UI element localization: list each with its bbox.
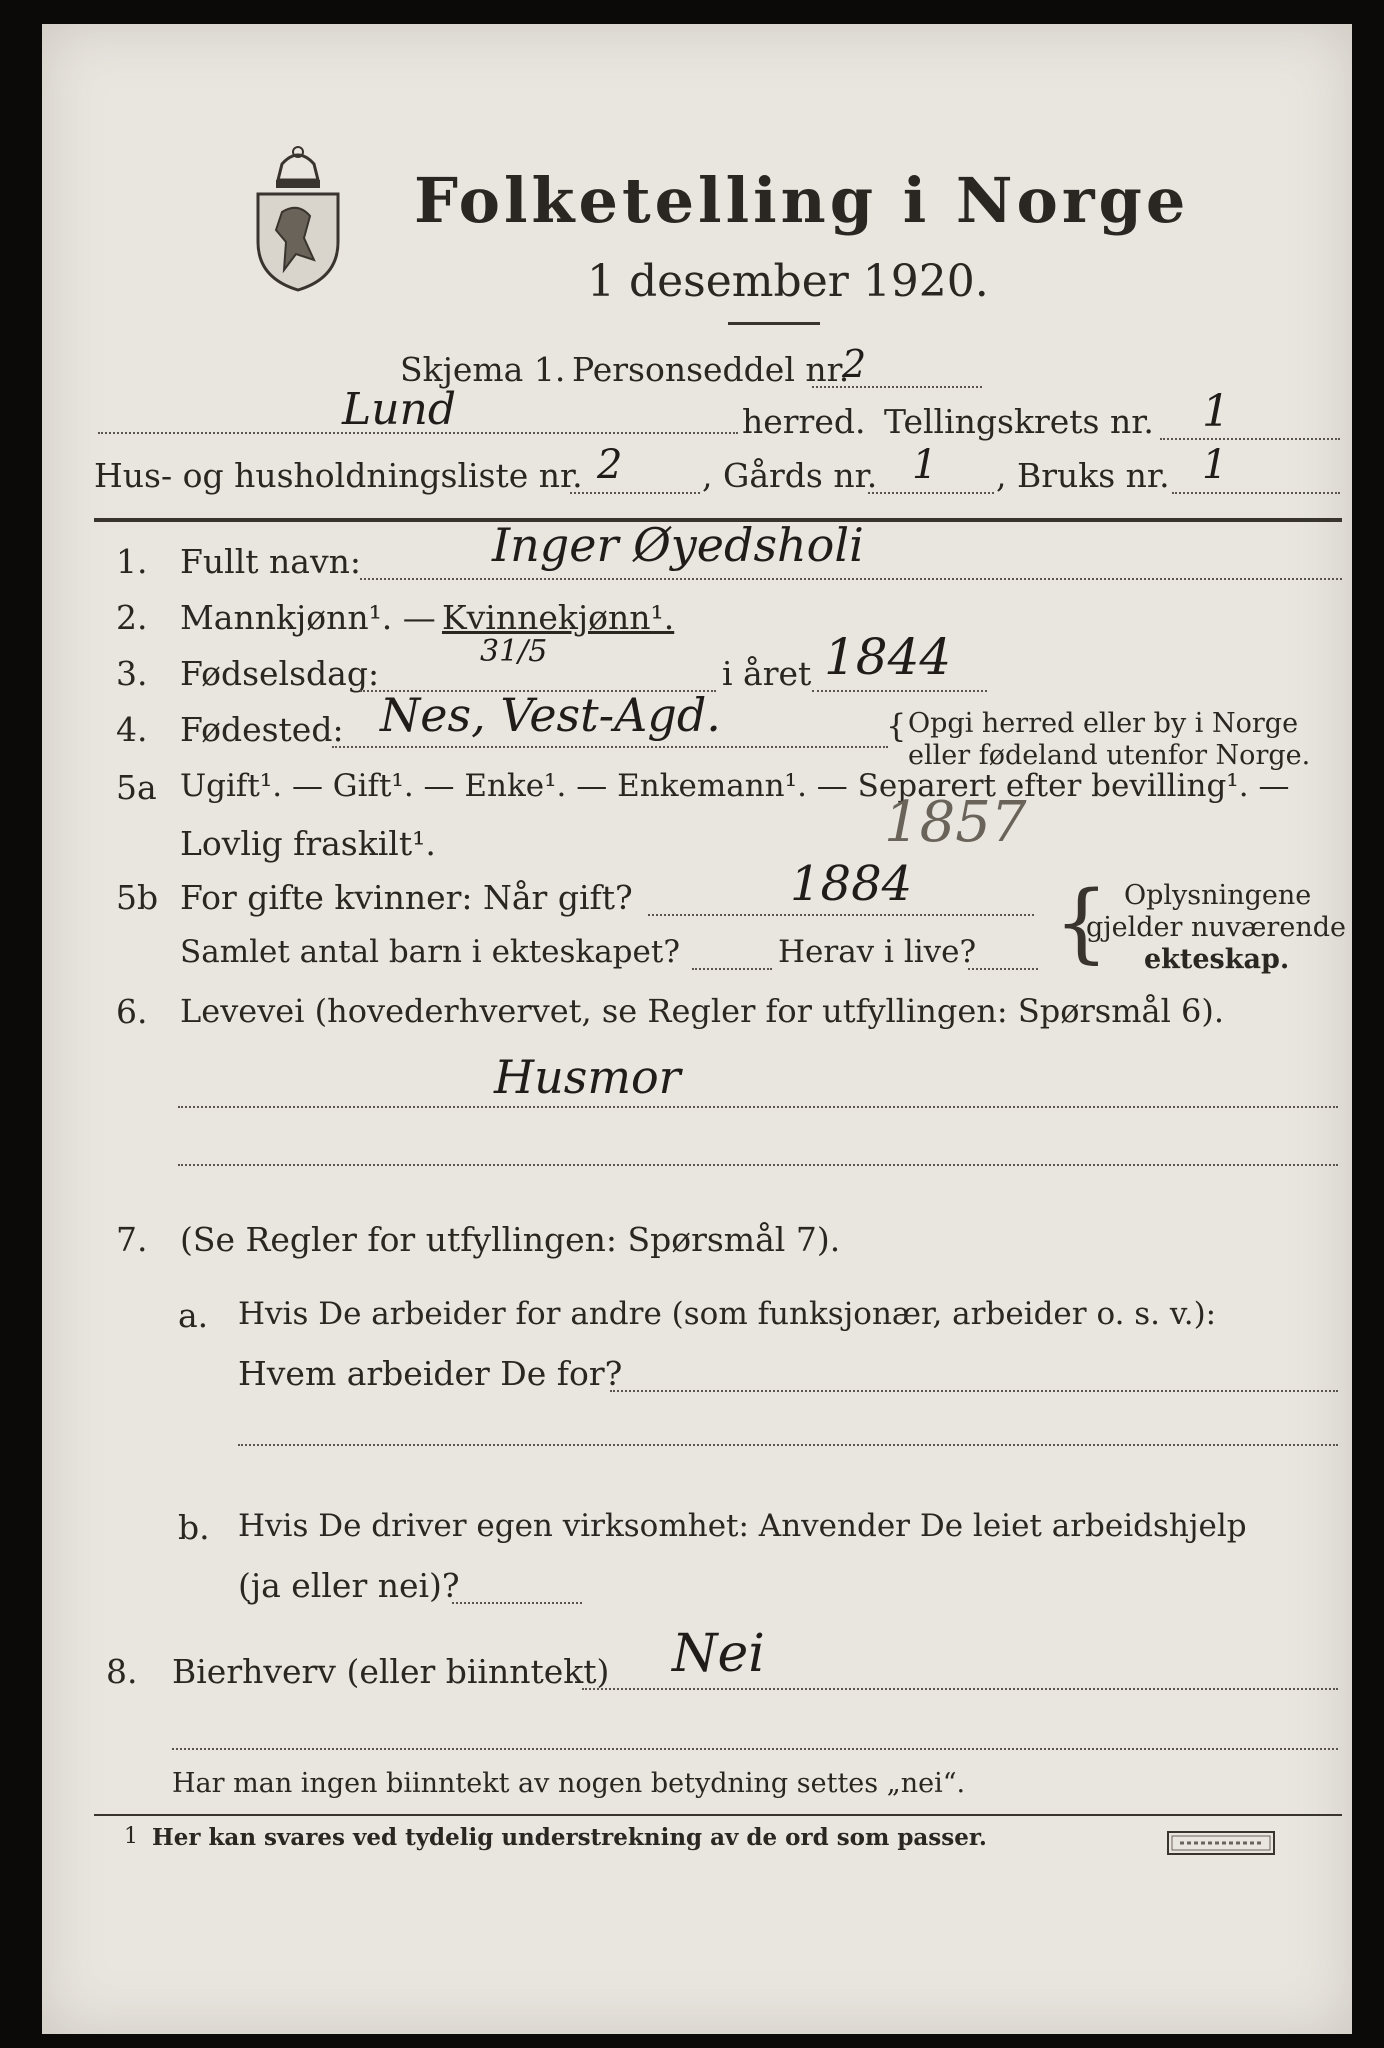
q6-value: Husmor bbox=[494, 1050, 681, 1104]
q7b-line bbox=[452, 1602, 582, 1604]
form-title: Folketelling i Norge bbox=[414, 164, 1190, 237]
printer-stamp-icon bbox=[1166, 1830, 1276, 1856]
q4-value: Nes, Vest-Agd. bbox=[380, 688, 721, 742]
personseddel-value: 2 bbox=[842, 342, 867, 386]
tellingskrets-label: Tellingskrets nr. bbox=[884, 402, 1154, 441]
q5a-annotation: 1857 bbox=[884, 790, 1027, 855]
census-date: 1 desember 1920. bbox=[587, 256, 989, 307]
q8-line-extra bbox=[172, 1748, 1338, 1750]
q5b-live-label: Herav i live? bbox=[778, 934, 977, 970]
q4-brace: { bbox=[886, 707, 907, 745]
q5a-line2: Lovlig fraskilt¹. bbox=[180, 824, 436, 863]
q7b-letter: b. bbox=[178, 1508, 210, 1547]
husholdning-line bbox=[570, 492, 700, 494]
q2-kvinne: Kvinnekjønn¹. bbox=[442, 598, 675, 637]
q6-label: Levevei (hovederhvervet, se Regler for utfyllingen: Spørsmål 6). bbox=[180, 992, 1225, 1030]
q7a-line2: Hvem arbeider De for? bbox=[238, 1354, 623, 1393]
q7-label: (Se Regler for utfyllingen: Spørsmål 7). bbox=[180, 1220, 841, 1259]
q1-line bbox=[360, 578, 1342, 580]
personseddel-line bbox=[812, 386, 982, 388]
herred-label: herred. bbox=[742, 402, 866, 441]
q7a-letter: a. bbox=[178, 1296, 209, 1335]
q5b-number: 5b bbox=[116, 878, 159, 917]
gards-line bbox=[868, 492, 994, 494]
bruks-label: , Bruks nr. bbox=[996, 456, 1170, 495]
q5b-barn-label: Samlet antal barn i ekteskapet? bbox=[180, 934, 680, 970]
q4-line bbox=[332, 746, 888, 748]
q1-name-value: Inger Øyedsholi bbox=[492, 518, 864, 572]
bruks-value: 1 bbox=[1202, 442, 1228, 488]
q1-number: 1. bbox=[116, 542, 148, 581]
q2-number: 2. bbox=[116, 598, 148, 637]
bruks-line bbox=[1172, 492, 1340, 494]
gards-value: 1 bbox=[912, 442, 938, 488]
q3-number: 3. bbox=[116, 654, 148, 693]
q7b-line2: (ja eller nei)? bbox=[238, 1566, 460, 1605]
q5b-note-line1: Oplysningene bbox=[1124, 880, 1312, 911]
q4-note-line2: eller fødeland utenfor Norge. bbox=[908, 740, 1311, 771]
q3-year-line bbox=[812, 690, 987, 692]
q4-label: Fødested: bbox=[180, 710, 344, 749]
q4-note-line1: Opgi herred eller by i Norge bbox=[908, 708, 1299, 739]
q8-number: 8. bbox=[106, 1652, 138, 1691]
herred-value: Lund bbox=[342, 384, 457, 435]
skjema-label: Skjema 1. bbox=[400, 350, 566, 389]
q6-line2 bbox=[178, 1164, 1338, 1166]
q5b-gift-line bbox=[648, 914, 1034, 916]
gards-label: , Gårds nr. bbox=[702, 456, 878, 495]
q5a-line1: Ugift¹. — Gift¹. — Enke¹. — Enkemann¹. — Separert efter bevilling¹. — bbox=[180, 768, 1290, 804]
q5b-barn-line bbox=[692, 968, 772, 970]
personseddel-label: Personseddel nr. bbox=[572, 350, 850, 389]
footer-note: Har man ingen biinntekt av nogen betydning settes „nei“. bbox=[172, 1768, 966, 1799]
q7-number: 7. bbox=[116, 1220, 148, 1259]
title-divider bbox=[728, 322, 820, 325]
coat-of-arms-icon bbox=[252, 142, 344, 292]
q8-label: Bierhverv (eller biinntekt) bbox=[172, 1652, 610, 1691]
q3-year-label: i året bbox=[722, 654, 812, 693]
q6-number: 6. bbox=[116, 992, 148, 1031]
q7a-line-extra bbox=[238, 1444, 1338, 1446]
q4-number: 4. bbox=[116, 710, 148, 749]
q8-value: Nei bbox=[672, 1624, 765, 1684]
q8-line bbox=[582, 1688, 1338, 1690]
q2-mann: Mannkjønn¹. — bbox=[180, 598, 436, 637]
husholdning-label: Hus- og husholdningsliste nr. bbox=[94, 456, 583, 495]
q3-day-value: 31/5 bbox=[480, 634, 548, 669]
q7b-line1: Hvis De driver egen virksomhet: Anvender De leiet arbeidshjelp bbox=[238, 1508, 1247, 1544]
footnote-text: Her kan svares ved tydelig understrekning av de ord som passer. bbox=[152, 1824, 987, 1851]
q5b-label: For gifte kvinner: Når gift? bbox=[180, 878, 633, 917]
q5b-note-line3: ekteskap. bbox=[1144, 944, 1290, 975]
tellingskrets-value: 1 bbox=[1202, 386, 1230, 437]
q3-year-value: 1844 bbox=[824, 628, 952, 686]
footnote-mark: 1 bbox=[124, 1824, 138, 1849]
husholdning-value: 2 bbox=[597, 442, 623, 488]
q5a-number: 5a bbox=[116, 768, 157, 807]
q5b-brace: { bbox=[1054, 873, 1109, 973]
q1-label: Fullt navn: bbox=[180, 542, 361, 581]
q5b-note-line2: gjelder nuværende bbox=[1086, 912, 1346, 943]
q6-line1 bbox=[178, 1106, 1338, 1108]
footer-rule bbox=[94, 1814, 1342, 1816]
q7a-line bbox=[610, 1390, 1338, 1392]
q7a-line1: Hvis De arbeider for andre (som funksjonær, arbeider o. s. v.): bbox=[238, 1296, 1217, 1332]
q5b-gift-value: 1884 bbox=[790, 856, 913, 912]
q5b-live-line bbox=[968, 968, 1038, 970]
q3-label: Fødselsdag: bbox=[180, 654, 380, 693]
census-form-page bbox=[42, 24, 1352, 2034]
tellingskrets-line bbox=[1160, 438, 1340, 440]
